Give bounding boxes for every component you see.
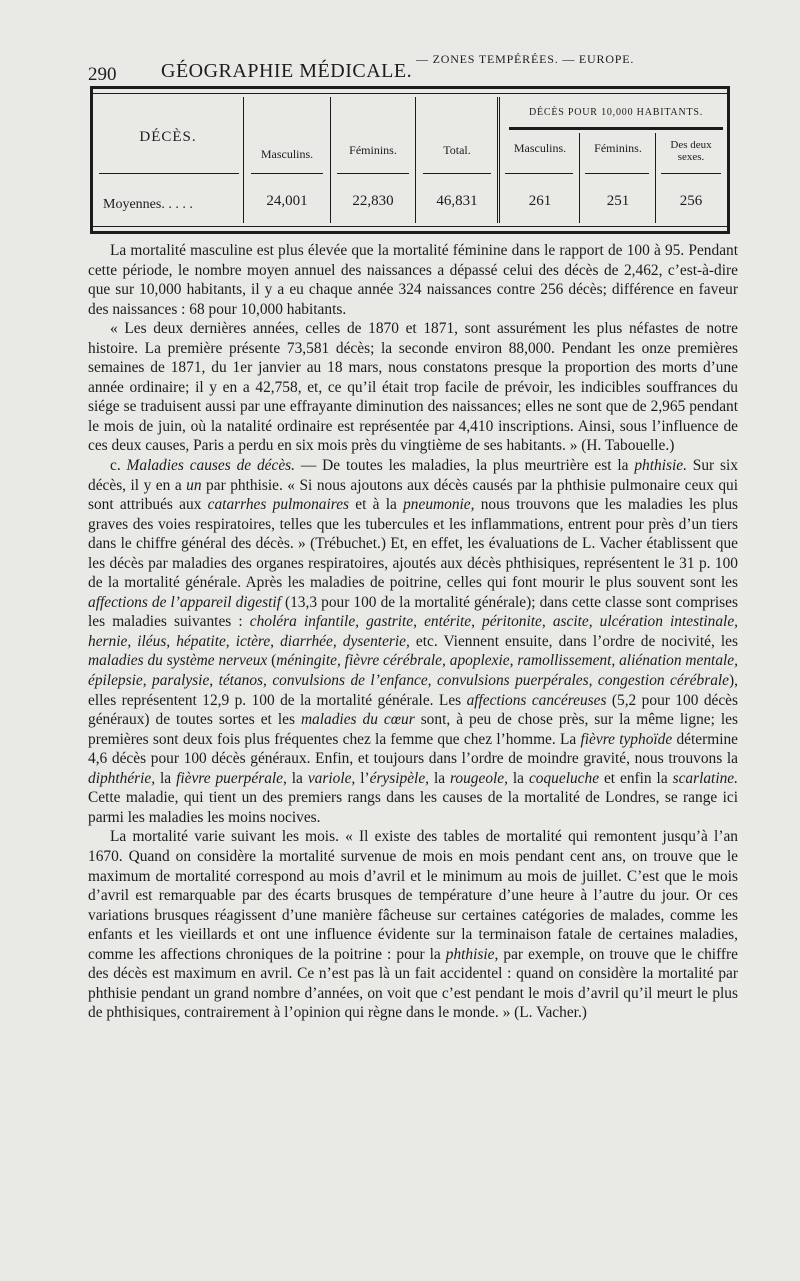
header-underline — [585, 173, 649, 174]
italic-run: pneumonie, — [403, 496, 475, 514]
table-inner-top-rule — [93, 93, 727, 94]
italic-run: un — [186, 476, 202, 494]
text-run: détermine 4,6 décès pour 100 décès généraux. Enfin, et toujours dans l’ordre de moindre gravité, nous trouvons la — [88, 730, 738, 768]
table-column-divider — [655, 133, 656, 223]
italic-run: affections cancéreuses — [466, 691, 607, 709]
text-run: ), elles représentent 12,9 p. 100 de la mortalité générale. Les — [88, 672, 738, 709]
page-number: 290 — [88, 64, 117, 85]
row-label-moyennes: Moyennes. . . . . — [103, 197, 193, 212]
header-deux-sexes: Des deux sexes. — [670, 139, 712, 163]
text-run: nous trouvons que les maladies les plus graves des voies respiratoires, telles que les tubercules et les inflammations, entrent pour près d’un tiers dans le chiffre général des décès. » (Trébuchet.) Et, en effet, les évaluations de L. Vacher établissent que les décès par maladies des organes respiratoires, ajoutés aux décès phthisiques, représentent le 31 p. 100 de la mortalité générale. Après les maladies de poitrine, celles qui font mourir le plus souvent sont les — [88, 496, 738, 592]
paragraph: « Les deux dernières années, celles de 1870 et 1871, sont assurément les plus néfastes de notre histoire. La première présente 73,581 décès; la seconde environ 88,000. Pendant les onze premières semaines de 1871, du 1er janvier au 18 mars, nous constatons presque la proportion des morts d’une année ordinaire; il y en a 42,758, et, ce qu’il était trop facile de prévoir, les indicibles souffrances du siége se traduisent aussi par une effrayante diminution des naissances; elles ne sont que de 2,965 pendant le mois de juin, où la natalité ordinaire est représentée par 4,410 inscriptions. Ainsi, sous l’influence de ces deux causes, Paris a perdu en six mois près du vingtième de ses habitants. » (H. Tabouelle.) — [88, 320, 738, 455]
text-run: la — [507, 769, 529, 787]
group-header-rule — [509, 127, 723, 130]
table-group-divider — [497, 97, 500, 223]
italic-run: scarlatine. — [672, 769, 738, 787]
running-subtitle: — ZONES TEMPÉRÉES. — EUROPE. — [416, 52, 635, 66]
italic-run: maladies du système nerveux — [88, 652, 268, 670]
italic-run: fièvre typhoïde — [580, 730, 673, 748]
header-feminins-per-10000: Féminins. — [594, 141, 642, 155]
value-feminins: 22,830 — [352, 193, 394, 209]
header-deces: DÉCÈS. — [139, 129, 197, 145]
value-masculins-per-10000: 261 — [528, 193, 552, 209]
italic-run: méningite, fièvre cérébrale, apoplexie, ramollissement, aliénation mentale, épilepsie, paralysie, tétanos, convulsions de l’enfance, convulsions puerpérales, congestion cérébrale — [88, 652, 738, 690]
text-run: et enfin la — [599, 769, 673, 787]
running-head — [88, 50, 728, 90]
text-run: etc. Viennent ensuite, dans l’ordre de nocivité, les — [409, 632, 738, 650]
italic-run: phthisie, — [445, 945, 499, 963]
text-run: la — [155, 769, 177, 787]
text-run: la — [429, 769, 450, 787]
paragraph — [88, 456, 738, 827]
header-feminins: Féminins. — [349, 143, 397, 157]
header-underline — [251, 173, 323, 174]
italic-run: fièvre puerpérale, — [176, 769, 287, 787]
italic-run: affections de l’appareil digestif — [88, 593, 281, 611]
text-run: — De toutes les maladies, la plus meurtrière est la — [295, 457, 635, 475]
running-title: GÉOGRAPHIE MÉDICALE. — [161, 60, 413, 82]
mortality-table — [90, 86, 730, 234]
table-column-divider — [579, 133, 580, 223]
table-column-divider — [243, 97, 244, 223]
value-total: 46,831 — [436, 193, 478, 209]
body-text — [88, 241, 738, 1023]
text-run: (13,3 pour 100 de la mortalité générale); dans cette classe sont comprises les maladies suivantes : — [88, 593, 738, 631]
header-masculins-per-10000: Masculins. — [513, 141, 567, 155]
value-deux-sexes: 256 — [679, 193, 703, 209]
header-underline — [99, 173, 239, 174]
header-underline — [337, 173, 409, 174]
header-underline — [505, 173, 573, 174]
italic-run: coqueluche — [528, 769, 600, 787]
italic-run: rougeole, — [449, 769, 508, 787]
text-run: l’ — [355, 769, 370, 787]
text-run: c. — [110, 457, 127, 475]
text-run: par exemple, on trouve que le chiffre des décès est maximum en avril. Ce n’est pas là un fait accidentel : quand on considère la mortalité par phthisie pendant un grand nombre d’années, on voit que c’est pendant le mois d’avril qu’il meurt le plus de phthisiques, contrairement à l’opinion qui règne dans le monde. » (L. Vacher.) — [88, 945, 738, 1022]
italic-run: érysipèle, — [369, 769, 430, 787]
table-inner-bottom-rule — [93, 226, 727, 227]
header-underline — [423, 173, 491, 174]
italic-run: maladies du cœur — [300, 711, 415, 729]
italic-run: choléra infantile, gastrite, entérite, péritonite, ascite, ulcération intestinale, hernie, iléus, hépatite, ictère, diarrhée, dysenterie, — [88, 613, 738, 650]
text-run: sont, à peu de chose près, sur la même ligne; les premières sont deux fois plus fréquentes chez la femme que chez l’homme. La — [88, 711, 738, 748]
italic-run: Maladies causes de décès. — [126, 457, 296, 475]
text-run: Cette maladie, qui tient un des premiers rangs dans les causes de la mortalité de Londres, se range ici parmi les maladies les moins nocives. — [88, 789, 738, 826]
paragraph: La mortalité masculine est plus élevée que la mortalité féminine dans le rapport de 100 à 95. Pendant cette période, le nombre moyen annuel des naissances a dépassé celui des décès de 2,462, c’est-à-dire que sur 10,000 habitants, il y a eu chaque année 324 naissances contre 256 décès; différence en faveur des naissances : 68 pour 10,000 habitants. — [88, 242, 738, 318]
header-masculins: Masculins. — [260, 147, 314, 161]
header-deces-pour-10000: DÉCÈS POUR 10,000 HABITANTS. — [528, 107, 704, 118]
text-run: la — [286, 769, 308, 787]
header-underline — [661, 173, 721, 174]
italic-run: catarrhes pulmonaires — [207, 496, 350, 514]
header-total: Total. — [443, 143, 471, 157]
table-column-divider — [415, 97, 416, 223]
text-run: La mortalité varie suivant les mois. « Il existe des tables de mortalité qui remontent jusqu’à l’an 1670. Quand on considère la mortalité survenue de mois en mois pendant cent ans, on trouve que le maximum de mortalité correspond au mois d’avril et le minimum au mois de juillet. C’est que le mois d’avril est remarquable par des écarts brusques de température d’une heure à l’autre du jour. Or ces variations brusques réagissent d’une manière fâcheuse sur certaines catégories de malades, comme les enfants et les vieillards et ont une influence évidente sur la terminaison fatale de certaines maladies, comme les affections chroniques de la poitrine : pour la — [88, 828, 738, 963]
text-run: par phthisie. « Si nous ajoutons aux décès causés par la phthisie pulmonaire ceux qui sont attribués aux — [88, 476, 738, 514]
italic-run: variole, — [307, 769, 356, 787]
italic-run: phthisie. — [634, 457, 687, 475]
italic-run: diphthérie, — [88, 769, 156, 787]
value-feminins-per-10000: 251 — [606, 193, 630, 209]
paragraph — [88, 827, 738, 1022]
text-run: ( — [267, 652, 277, 670]
text-run: Sur six décès, il y en a — [88, 457, 739, 494]
text-run: (5,2 pour 100 décès généraux) de toutes sortes et les — [88, 691, 738, 729]
value-masculins: 24,001 — [266, 193, 308, 209]
text-run: et à la — [349, 496, 404, 514]
